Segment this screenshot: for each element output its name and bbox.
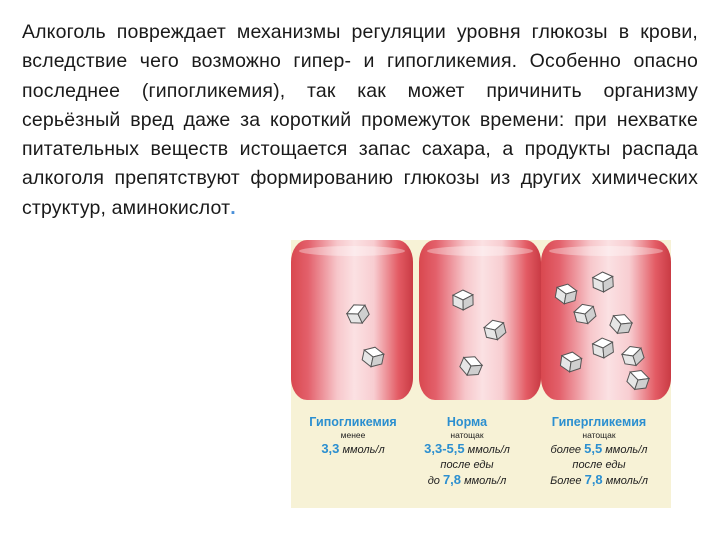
sugar-cube-icon bbox=[591, 270, 615, 294]
legend-qualifier: менее bbox=[340, 430, 366, 440]
legend-qualifier: натощак bbox=[450, 430, 484, 440]
legend-value bbox=[291, 441, 415, 458]
sugar-cube-icon bbox=[573, 302, 597, 326]
legend-unit: ммоль/л bbox=[602, 475, 648, 487]
legend-unit: ммоль/л bbox=[464, 444, 510, 456]
sugar-cube-icon bbox=[621, 344, 645, 368]
sugar-cube-icon bbox=[559, 350, 583, 374]
paragraph-end-mark: . bbox=[230, 196, 236, 219]
sugar-cube-icon bbox=[451, 288, 475, 312]
legend-title: Гипергликемия bbox=[551, 415, 647, 429]
legend-unit: ммоль/л bbox=[461, 475, 507, 487]
legend-number: 3,3-5,5 bbox=[424, 441, 465, 456]
sugar-cube-icon bbox=[591, 336, 615, 360]
legend-title: Норма bbox=[446, 415, 488, 429]
legend-value bbox=[405, 441, 529, 458]
sugar-cube-icon bbox=[361, 345, 385, 369]
legend-normal bbox=[405, 415, 529, 489]
legend-number: 5,5 bbox=[584, 441, 603, 456]
legend-prefix: до bbox=[427, 475, 443, 487]
legend-number: 7,8 bbox=[584, 472, 603, 487]
legend-qualifier-2: после еды bbox=[572, 459, 626, 471]
main-paragraph bbox=[22, 18, 698, 223]
sugar-cube-icon bbox=[459, 354, 483, 378]
sugar-cube-icon bbox=[483, 318, 507, 342]
legend-hyperglycemia bbox=[537, 415, 661, 489]
legend-title: Гипогликемия bbox=[309, 415, 397, 429]
legend-prefix: Более bbox=[550, 475, 585, 487]
legend-unit: ммоль/л bbox=[339, 444, 385, 456]
sugar-cube-icon bbox=[609, 312, 633, 336]
sugar-cube-icon bbox=[626, 368, 650, 392]
sugar-cube-icon bbox=[346, 302, 370, 326]
legend-value-2 bbox=[405, 472, 529, 489]
legend-unit: ммоль/л bbox=[602, 444, 648, 456]
legend-prefix: более bbox=[550, 444, 585, 456]
legend-number: 3,3 bbox=[321, 441, 340, 456]
legend-number: 7,8 bbox=[442, 472, 462, 487]
legend-value-2 bbox=[537, 472, 661, 489]
legend-value bbox=[537, 441, 661, 458]
legend-qualifier: натощак bbox=[582, 430, 616, 440]
paragraph-text: Алкоголь повреждает механизмы регуляции уровня глюкозы в крови, вследствие чего возможно гипер- и гипогликемия. Особенно опасно последнее (гипогликемия), так как может причинить организму серьёзный вред даже за короткий промежуток времени: при нехватке питательных веществ истощается запас сахара, а продукты распада алкоголя препятствуют формированию глюкозы из других химических структур, аминокислот bbox=[22, 21, 698, 219]
legend-qualifier-2: после еды bbox=[440, 459, 494, 471]
blood-glucose-illustration bbox=[291, 240, 671, 508]
legend-hypoglycemia bbox=[291, 415, 415, 458]
